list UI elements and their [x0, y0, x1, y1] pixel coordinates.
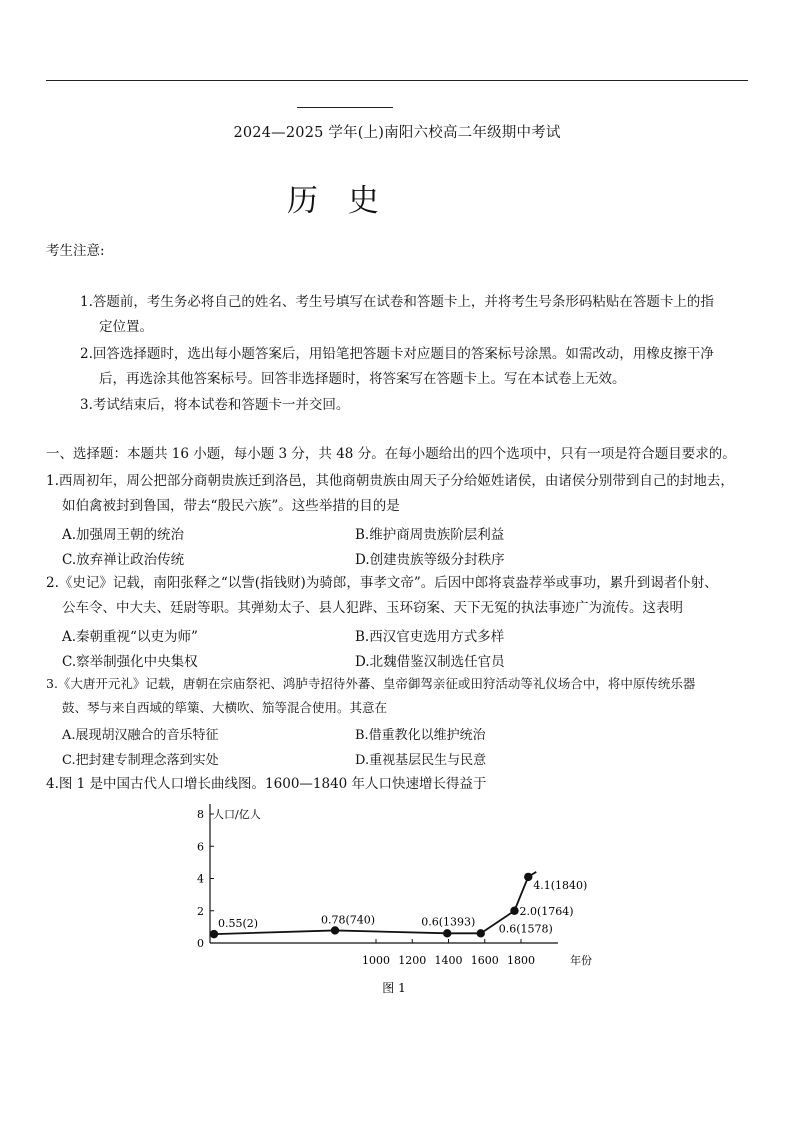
x-tick-label: 1800 [507, 954, 535, 967]
question-2-stem-cont: 公车令、中大夫、廷尉等职。其弹劾太子、县人犯跸、玉环窃案、天下无冤的执法事迹广为流传。这表明 [62, 600, 683, 616]
exam-title: 2024—2025 学年(上)南阳六校高二年级期中考试 [233, 125, 561, 141]
data-label: 0.6(1578) [498, 922, 553, 936]
data-label: 0.78(740) [321, 913, 376, 927]
data-point [443, 929, 451, 937]
q2-option-c: C.察举制强化中央集权 [62, 654, 198, 670]
question-1-stem-cont: 如伯禽被封到鲁国，带去“殷民六族”。这些举措的目的是 [62, 498, 400, 514]
q1-option-a: A.加强周王朝的统治 [62, 527, 185, 543]
q2-option-d: D.北魏借鉴汉制选任官员 [355, 654, 505, 670]
data-point [331, 926, 339, 934]
q1-option-d: D.创建贵族等级分封秩序 [355, 552, 505, 568]
data-label: 2.0(1764) [519, 904, 574, 918]
data-point [477, 929, 485, 937]
x-tick-label: 1600 [470, 954, 499, 967]
notice-item-1: 1.答题前，考生务必将自己的姓名、考生号填写在试卷和答题卡上，并将考生号条形码粘贴在答题卡上的指 [80, 294, 714, 310]
population-line [214, 872, 536, 934]
title-rule [297, 107, 393, 108]
q3-option-a: A.展现胡汉融合的音乐特征 [62, 728, 219, 743]
notice-item-3: 3.考试结束后，将本试卷和答题卡一并交回。 [80, 397, 350, 413]
data-point [210, 930, 218, 938]
x-tick-label: 1000 [362, 954, 390, 967]
question-3-stem-cont: 鼓、琴与来自西域的筚篥、大横吹、笳等混合使用。其意在 [62, 700, 388, 715]
question-1-stem: 1.西周初年，周公把部分商朝贵族迁到洛邑，其他商朝贵族由周天子分给姬姓诸侯，由诸侯分别带到自己的封地去， [46, 473, 734, 489]
notice-item-2: 2.回答选择题时，选出每小题答案后，用铅笔把答题卡对应题目的答案标号涂黑。如需改动，用橡皮擦干净 [80, 346, 714, 362]
question-3-stem: 3.《大唐开元礼》记载，唐朝在宗庙祭祀、鸿胪寺招待外蕃、皇帝御驾亲征或田狩活动等礼仪场合中，将中原传统乐器 [46, 676, 696, 691]
notice-item-2-cont: 后，再选涂其他答案标号。回答非选择题时，将答案写在答题卡上。写在本试卷上无效。 [99, 371, 626, 387]
q2-option-a: A.秦朝重视“以吏为师” [62, 629, 198, 645]
data-label: 0.6(1393) [421, 915, 476, 929]
q3-option-b: B.借重教化以维护统治 [355, 728, 486, 743]
data-label: 4.1(1840) [533, 878, 588, 892]
y-tick-label: 4 [197, 872, 204, 886]
y-axis-label: 人口/亿人 [213, 808, 261, 821]
x-tick-label: 1400 [434, 954, 463, 967]
data-point [524, 873, 532, 881]
q1-option-c: C.放弃禅让政治传统 [62, 552, 185, 568]
q2-option-b: B.西汉官吏选用方式多样 [355, 629, 505, 645]
q1-option-b: B.维护商周贵族阶层利益 [355, 527, 505, 543]
x-axis-label: 年份 [570, 954, 592, 967]
section-heading: 一、选择题：本题共 16 小题，每小题 3 分，共 48 分。在每小题给出的四个选项中，只有一项是符合题目要求的。 [46, 446, 736, 462]
notice-heading: 考生注意: [46, 243, 105, 259]
x-tick-label: 1200 [398, 954, 427, 967]
data-point [510, 907, 518, 915]
q3-option-c: C.把封建专制理念落到实处 [62, 753, 219, 768]
data-label: 0.55(2) [218, 917, 259, 931]
figure-caption: 图 1 [382, 981, 406, 995]
y-tick-label: 0 [197, 937, 204, 950]
top-rule [46, 80, 748, 81]
question-4-stem: 4.图 1 是中国古代人口增长曲线图。1600—1840 年人口快速增长得益于 [46, 776, 487, 792]
y-tick-label: 6 [197, 840, 204, 854]
question-2-stem: 2.《史记》记载，南阳张释之“以訾(指钱财)为骑郎，事孝文帝”。后因中郎将袁盎荐举或事功，累升到谒者仆射、 [46, 575, 718, 591]
population-chart [186, 800, 606, 1000]
subject-title: 历 史 [287, 183, 389, 219]
notice-item-1-cont: 定位置。 [99, 319, 153, 335]
y-tick-label: 2 [197, 904, 204, 918]
q3-option-d: D.重视基层民生与民意 [355, 753, 487, 768]
y-tick-label: 8 [197, 808, 204, 821]
